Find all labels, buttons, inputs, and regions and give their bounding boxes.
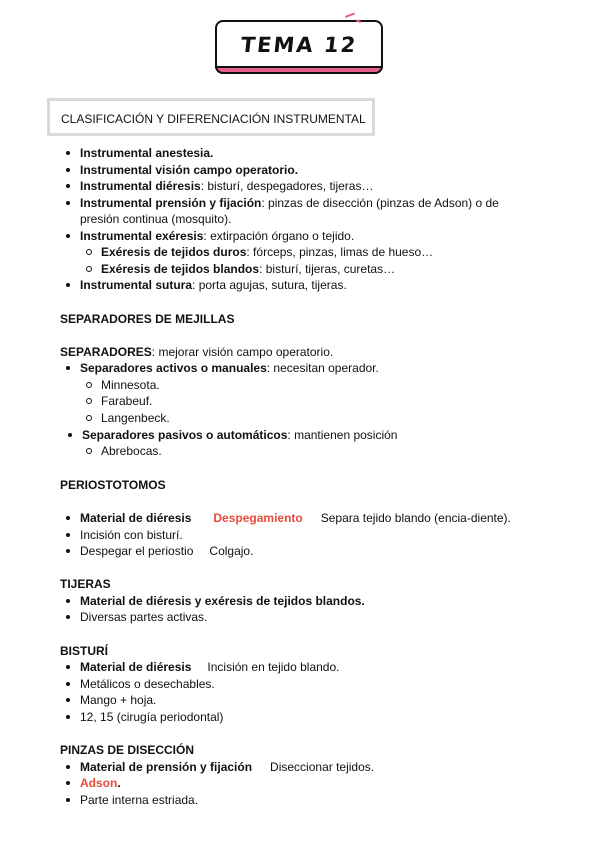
sub-list-item: Langenbeck. (86, 410, 170, 426)
bullet-icon (66, 715, 70, 719)
bullet-icon (66, 201, 70, 205)
bullet-icon (66, 665, 70, 669)
bullet-icon (66, 184, 70, 188)
paragraph: SEPARADORES: mejorar visión campo operatorio. (60, 345, 334, 359)
section-heading-bisturi: BISTURÍ (60, 644, 108, 658)
list-item: Instrumental exéresis: extirpación órgano o tejido. (66, 228, 354, 244)
list-item: Despegar el periostio Colgajo. (66, 543, 253, 559)
bullet-icon (68, 433, 72, 437)
circle-bullet-icon (86, 448, 92, 454)
circle-bullet-icon (86, 266, 92, 272)
list-item: Material de prensión y fijación Diseccionar tejidos. (66, 759, 374, 775)
bullet-icon (66, 798, 70, 802)
list-item: Parte interna estriada. (66, 792, 198, 808)
list-item: Incisión con bisturí. (66, 527, 183, 543)
list-item: Adson. (66, 775, 121, 791)
section-heading-pinzas: PINZAS DE DISECCIÓN (60, 743, 195, 757)
circle-bullet-icon (86, 415, 92, 421)
bullet-icon (66, 283, 70, 287)
list-item: Instrumental sutura: porta agujas, sutura, tijeras. (66, 277, 347, 293)
bullet-icon (66, 698, 70, 702)
circle-bullet-icon (86, 382, 92, 388)
list-item: 12, 15 (cirugía periodontal) (66, 709, 223, 725)
bullet-icon (66, 151, 70, 155)
page-title: TEMA 12 (239, 33, 359, 57)
section-heading-periostotomos: PERIOSTOTOMOS (60, 478, 166, 492)
bullet-icon (66, 765, 70, 769)
bullet-icon (66, 599, 70, 603)
bullet-icon (66, 682, 70, 686)
title-underline-decoration (215, 66, 383, 74)
classification-heading: CLASIFICACIÓN Y DIFERENCIACIÓN INSTRUMENTAL (61, 112, 366, 126)
sub-list-item: Minnesota. (86, 377, 160, 393)
list-item: Metálicos o desechables. (66, 676, 215, 692)
sub-list-item: Exéresis de tejidos blandos: bisturí, tijeras, curetas… (86, 261, 395, 277)
list-item: Instrumental prensión y fijación: pinzas de disección (pinzas de Adson) o de (66, 195, 499, 211)
title-box (215, 20, 383, 74)
list-item: Separadores activos o manuales: necesitan operador. (66, 360, 379, 376)
list-item: Instrumental visión campo operatorio. (66, 162, 298, 178)
list-item: Mango + hoja. (66, 692, 156, 708)
bullet-icon (66, 234, 70, 238)
circle-bullet-icon (86, 249, 92, 255)
sub-list-item: Abrebocas. (86, 443, 162, 459)
bullet-icon (66, 516, 70, 520)
classification-heading-box (47, 98, 375, 136)
sub-list-item: Exéresis de tejidos duros: fórceps, pinzas, limas de hueso… (86, 244, 433, 260)
list-item: Diversas partes activas. (66, 609, 207, 625)
bullet-icon (66, 366, 70, 370)
bullet-icon (66, 781, 70, 785)
section-heading-separadores: SEPARADORES DE MEJILLAS (60, 312, 235, 326)
list-item: Material de diéresis Incisión en tejido blando. (66, 659, 339, 675)
circle-bullet-icon (86, 398, 92, 404)
list-item: Material de diéresis y exéresis de tejidos blandos. (66, 593, 365, 609)
section-heading-tijeras: TIJERAS (60, 577, 111, 591)
bullet-icon (66, 549, 70, 553)
list-item: Material de diéresis Despegamiento Separa tejido blando (encia-diente). (66, 510, 511, 526)
sub-list-item: Farabeuf. (86, 393, 152, 409)
list-item: Separadores pasivos o automáticos: mantienen posición (68, 427, 397, 443)
bullet-icon (66, 533, 70, 537)
list-item-continuation: presión continua (mosquito). (80, 212, 232, 226)
bullet-icon (66, 168, 70, 172)
list-item: Instrumental anestesia. (66, 145, 213, 161)
bullet-icon (66, 615, 70, 619)
list-item: Instrumental diéresis: bisturí, despegadores, tijeras… (66, 178, 373, 194)
